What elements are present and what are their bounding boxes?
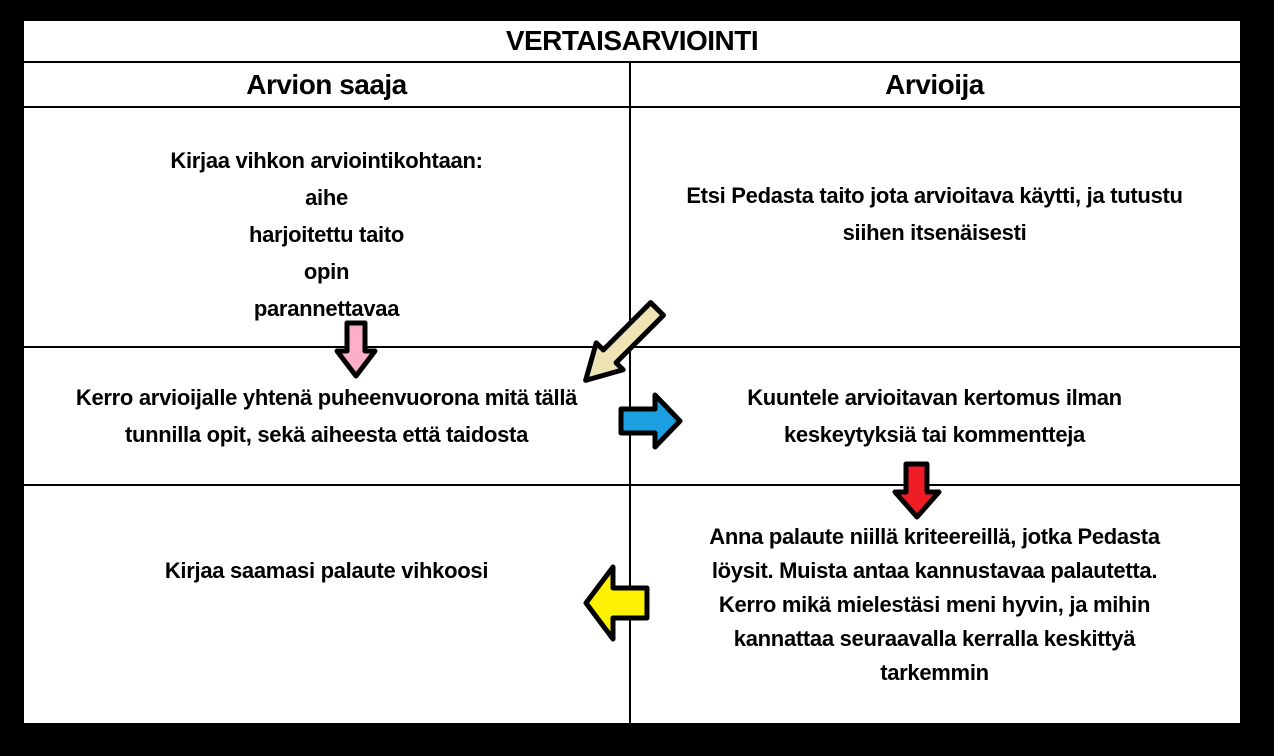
- blue-right-arrow-icon: [618, 389, 684, 453]
- text-line: Kirjaa saamasi palaute vihkoosi: [164, 558, 489, 583]
- text-line: siihen itsenäisesti: [842, 220, 1027, 245]
- text-line: Etsi Pedasta taito jota arvioitava käytti, ja tutustu: [686, 183, 1183, 208]
- row3-left-cell: [24, 486, 631, 723]
- text-line: Kerro arvioijalle yhtenä puheenvuorona mitä tällä: [75, 385, 578, 410]
- column-header-arvion-saaja: Arvion saaja: [24, 63, 631, 106]
- table-title: VERTAISARVIOINTI: [24, 21, 1240, 63]
- yellow-left-arrow-icon: [581, 561, 651, 645]
- text-line: harjoitettu taito: [248, 221, 404, 247]
- text-line: tarkemmin: [880, 659, 989, 685]
- text-line: tunnilla opit, sekä aiheesta että taidosta: [124, 422, 529, 447]
- text-line: keskeytyksiä tai kommentteja: [784, 422, 1085, 447]
- row1-right-cell: [631, 108, 1238, 346]
- text-line: löysit. Muista antaa kannustavaa palautetta.: [711, 557, 1158, 583]
- text-line: aihe: [305, 184, 348, 210]
- column-header-arvioija: Arvioija: [885, 68, 984, 100]
- text-line: Kirjaa vihkon arviointikohtaan:: [170, 147, 483, 173]
- text-line: opin: [303, 258, 350, 284]
- text-line: Kuuntele arvioitavan kertomus ilman: [747, 385, 1122, 410]
- row2-left-cell: [24, 348, 631, 484]
- row1-left-cell: [24, 108, 631, 346]
- pink-down-arrow-icon: [333, 320, 379, 380]
- text-line: Kerro mikä mielestäsi meni hyvin, ja mihin: [718, 591, 1151, 617]
- text-line: Anna palaute niillä kriteereillä, jotka Pedasta: [709, 523, 1160, 549]
- row3-right-cell: [631, 486, 1238, 723]
- header-row: [24, 63, 1240, 108]
- red-down-arrow-icon: [890, 461, 944, 521]
- text-line: kannattaa seuraavalla kerralla keskittyä: [733, 625, 1136, 651]
- text-line: parannettavaa: [253, 295, 400, 321]
